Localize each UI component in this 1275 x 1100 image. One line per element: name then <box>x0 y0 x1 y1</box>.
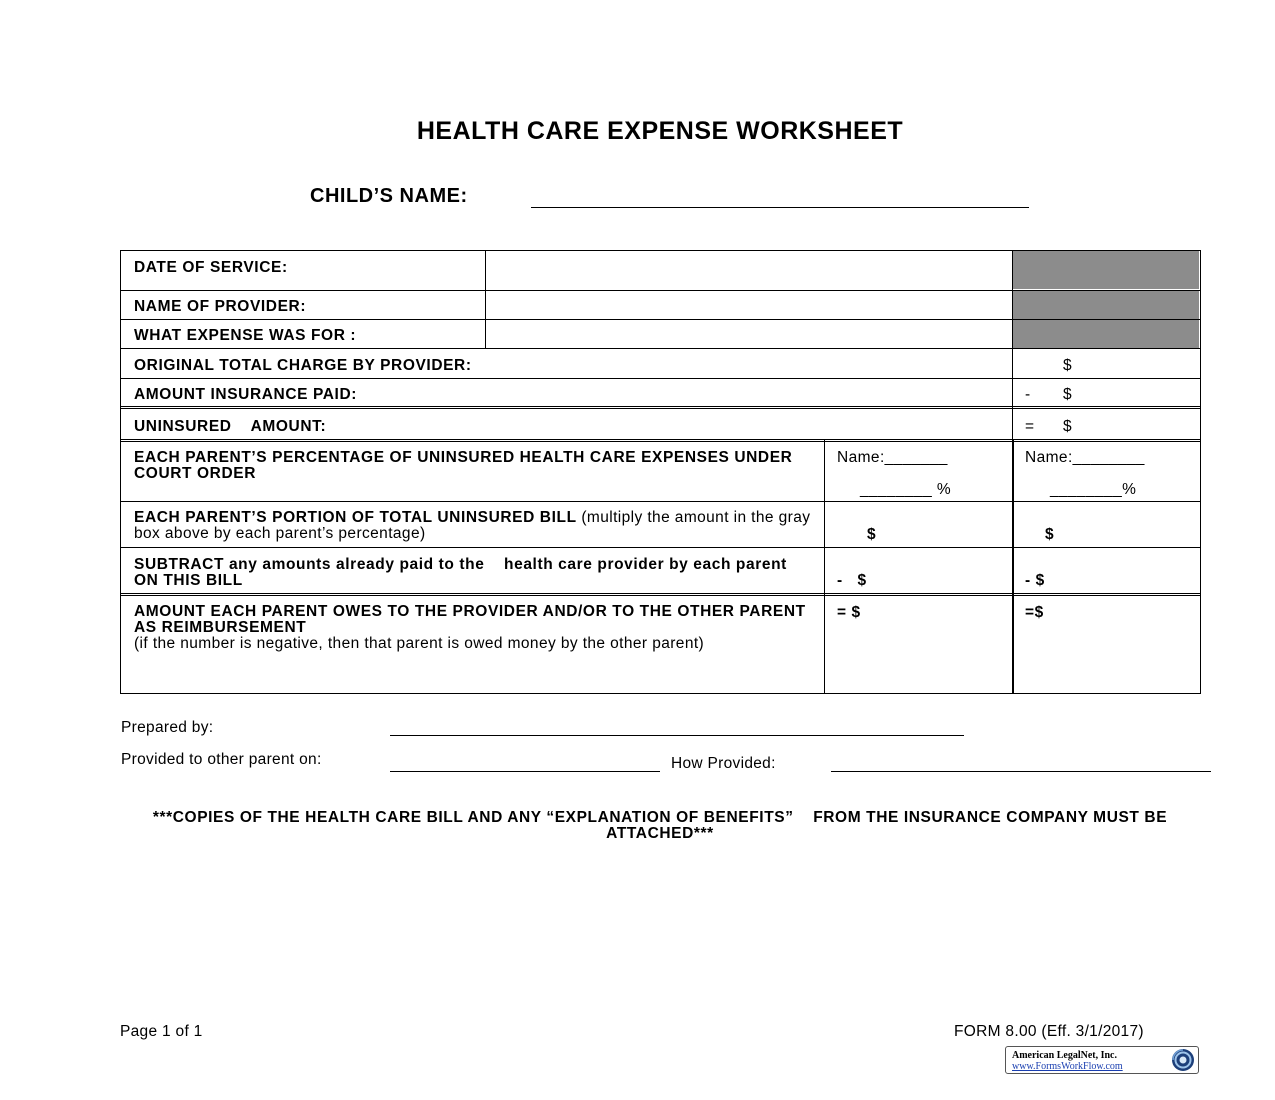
owes-label-note: (if the number is negative, then that parent is owed money by the other parent) <box>134 635 705 652</box>
parent-1-subtract-value[interactable]: - $ <box>837 572 867 589</box>
gray-box-date <box>1013 251 1199 289</box>
logo-company-name: American LegalNet, Inc. <box>1012 1050 1117 1061</box>
how-provided-field[interactable] <box>831 771 1211 772</box>
owes-label <box>134 604 819 652</box>
prepared-by-field[interactable] <box>390 735 964 736</box>
form-number: FORM 8.00 (Eff. 3/1/2017) <box>954 1023 1144 1040</box>
portion-label-note: (multiply the amount in the gray box above by each parent’s percentage) <box>134 509 811 542</box>
uninsured-sign: = <box>1025 418 1035 435</box>
name-of-provider-label: NAME OF PROVIDER: <box>134 298 307 315</box>
insurance-paid-sign: - <box>1025 386 1031 403</box>
uninsured-value[interactable]: $ <box>1063 418 1073 435</box>
name-of-provider-field[interactable] <box>486 291 1012 319</box>
date-of-service-field[interactable] <box>486 251 1012 290</box>
attachment-notice: ***COPIES OF THE HEALTH CARE BILL AND ANY “EXPLANATION OF BENEFITS” FROM THE INSURANCE COMPANY MUST BE ATTACHED*** <box>152 809 1172 842</box>
parent-2-owes-value[interactable]: =$ <box>1025 604 1044 621</box>
page-number: Page 1 of 1 <box>120 1023 203 1040</box>
parent-1-percentage-field[interactable]: ________ % <box>860 481 952 498</box>
parent-1-portion-value[interactable]: $ <box>867 526 877 543</box>
parent-2-portion-value[interactable]: $ <box>1045 526 1055 543</box>
date-of-service-label: DATE OF SERVICE: <box>134 259 288 276</box>
provided-on-label: Provided to other parent on: <box>121 751 322 768</box>
parent-2-percentage-field[interactable]: ________% <box>1050 481 1137 498</box>
child-name-label: CHILD’S NAME: <box>310 185 468 207</box>
what-expense-field[interactable] <box>486 320 1012 348</box>
parent-2-name-field[interactable]: Name:________ <box>1025 449 1145 466</box>
percentage-label: EACH PARENT’S PERCENTAGE OF UNINSURED HEALTH CARE EXPENSES UNDER COURT ORDER <box>134 449 793 482</box>
uninsured-amount-label: UNINSURED AMOUNT: <box>134 418 327 435</box>
portion-label <box>134 510 819 542</box>
prepared-by-label: Prepared by: <box>121 719 214 736</box>
page-title: HEALTH CARE EXPENSE WORKSHEET <box>416 117 904 145</box>
globe-icon <box>1171 1048 1195 1072</box>
insurance-paid-label: AMOUNT INSURANCE PAID: <box>134 386 358 403</box>
logo-website-link[interactable]: www.FormsWorkFlow.com <box>1012 1061 1123 1072</box>
gray-box-expense <box>1013 320 1199 348</box>
provided-on-field[interactable] <box>390 771 660 772</box>
how-provided-label: How Provided: <box>671 755 776 772</box>
gray-box-provider <box>1013 291 1199 319</box>
american-legalnet-logo[interactable] <box>1005 1046 1199 1074</box>
insurance-paid-value[interactable]: $ <box>1063 386 1073 403</box>
parent-1-owes-value[interactable]: = $ <box>837 604 861 621</box>
original-total-label: ORIGINAL TOTAL CHARGE BY PROVIDER: <box>134 357 472 374</box>
owes-label-bold: AMOUNT EACH PARENT OWES TO THE PROVIDER AND/OR TO THE OTHER PARENT AS REIMBURSEMENT <box>134 603 806 636</box>
parent-1-name-field[interactable]: Name:_______ <box>837 449 948 466</box>
child-name-field[interactable] <box>531 207 1029 208</box>
subtract-label: SUBTRACT any amounts already paid to the health care provider by each parent ON THIS BILL <box>134 556 792 589</box>
what-expense-label: WHAT EXPENSE WAS FOR : <box>134 327 357 344</box>
portion-label-bold: EACH PARENT’S PORTION OF TOTAL UNINSURED BILL <box>134 509 577 526</box>
original-total-value[interactable]: $ <box>1063 357 1073 374</box>
parent-2-subtract-value[interactable]: - $ <box>1025 572 1045 589</box>
